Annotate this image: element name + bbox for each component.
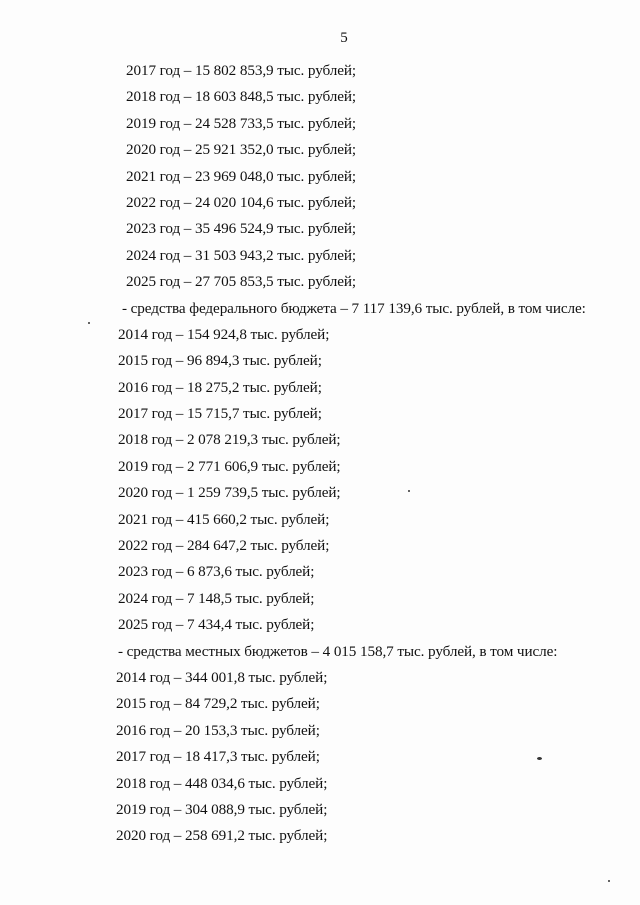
list-item: 2021 год – 415 660,2 тыс. рублей; [118,510,330,528]
section-heading-federal-budget: - средства федерального бюджета – 7 117 139,6 тыс. рублей, в том числе: [122,299,586,317]
section-heading-local-budgets: - средства местных бюджетов – 4 015 158,7 тыс. рублей, в том числе: [118,642,558,660]
list-item: 2018 год – 448 034,6 тыс. рублей; [116,774,328,792]
list-item: 2022 год – 24 020 104,6 тыс. рублей; [126,193,357,211]
list-item: 2017 год – 15 715,7 тыс. рублей; [118,405,322,423]
list-item: 2020 год – 258 691,2 тыс. рублей; [116,827,328,845]
list-item: 2015 год – 84 729,2 тыс. рублей; [116,695,320,713]
list-item: 2021 год – 23 969 048,0 тыс. рублей; [126,167,357,185]
list-item: 2016 год – 20 153,3 тыс. рублей; [116,721,320,739]
funding-list [0,58,640,850]
list-item: 2014 год – 154 924,8 тыс. рублей; [118,325,330,343]
page-number: 5 [340,30,348,46]
scan-speck [88,322,90,324]
list-item: 2022 год – 284 647,2 тыс. рублей; [118,537,330,555]
list-item: 2018 год – 2 078 219,3 тыс. рублей; [118,431,341,449]
list-item: 2025 год – 7 434,4 тыс. рублей; [118,616,315,634]
scan-speck [537,757,542,760]
list-item: 2018 год – 18 603 848,5 тыс. рублей; [126,88,357,106]
list-item: 2019 год – 24 528 733,5 тыс. рублей; [126,114,357,132]
list-item: 2024 год – 7 148,5 тыс. рублей; [118,589,315,607]
list-item: 2024 год – 31 503 943,2 тыс. рублей; [126,246,357,264]
scan-speck [608,880,610,882]
list-item: 2020 год – 25 921 352,0 тыс. рублей; [126,141,357,159]
list-item: 2016 год – 18 275,2 тыс. рублей; [118,378,322,396]
list-item: 2023 год – 6 873,6 тыс. рублей; [118,563,315,581]
list-item: 2023 год – 35 496 524,9 тыс. рублей; [126,220,357,238]
list-item: 2017 год – 15 802 853,9 тыс. рублей; [126,62,357,79]
list-item: 2019 год – 2 771 606,9 тыс. рублей; [118,457,341,475]
list-item: 2025 год – 27 705 853,5 тыс. рублей; [126,273,357,291]
scan-speck [408,490,410,492]
list-item: 2017 год – 18 417,3 тыс. рублей; [116,748,320,766]
list-item: 2020 год – 1 259 739,5 тыс. рублей; [118,484,341,502]
list-item: 2015 год – 96 894,3 тыс. рублей; [118,352,322,370]
list-item: 2019 год – 304 088,9 тыс. рублей; [116,800,328,818]
list-item: 2014 год – 344 001,8 тыс. рублей; [116,668,328,686]
